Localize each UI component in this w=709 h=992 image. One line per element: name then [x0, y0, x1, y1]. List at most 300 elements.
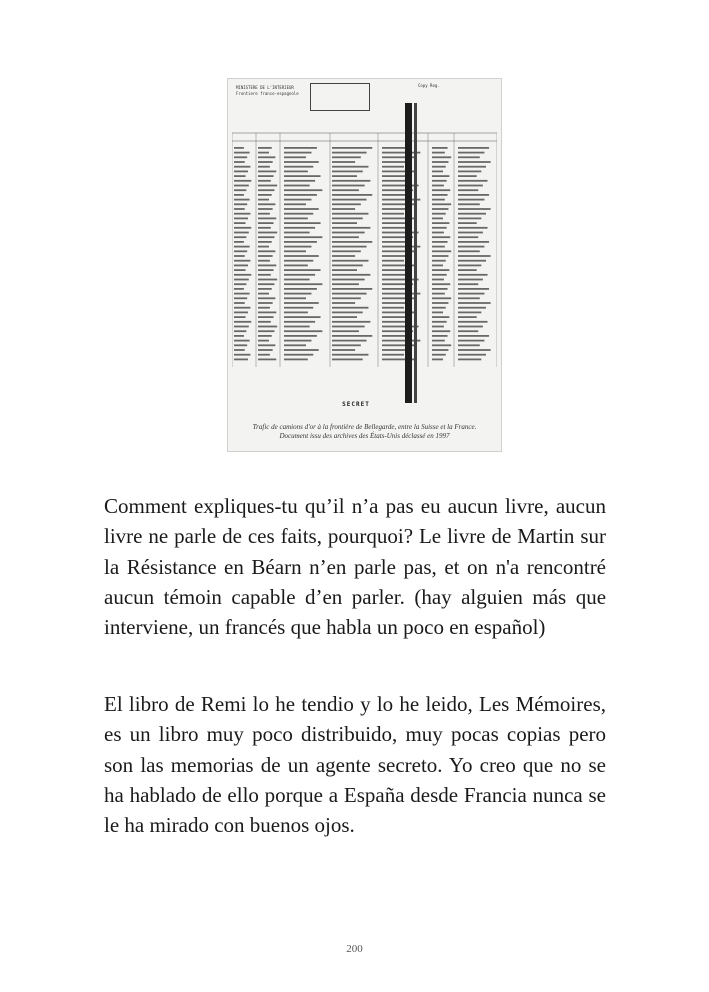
ledger-entry — [234, 330, 246, 332]
ledger-entry — [432, 218, 443, 220]
ledger-entry — [458, 326, 483, 328]
ledger-entry — [234, 359, 248, 361]
ledger-entry — [258, 250, 275, 252]
paragraph-line: a España desde Francia nunca se le ha mirado con — [104, 782, 607, 838]
ledger-entry — [234, 250, 247, 252]
ledger-entry — [432, 194, 448, 196]
ledger-entry — [332, 218, 363, 220]
paragraph-line: buenos ojos. — [249, 813, 355, 838]
ledger-entry — [258, 147, 272, 149]
ledger-entry — [332, 189, 359, 191]
ledger-entry — [432, 330, 450, 332]
ledger-entry — [258, 307, 270, 309]
ledger-entry — [284, 180, 315, 182]
ledger-entry — [284, 265, 308, 267]
ledger-table — [232, 127, 497, 375]
ledger-entry — [284, 330, 322, 332]
ledger-entry — [234, 335, 244, 337]
ledger-entry — [458, 185, 483, 187]
ledger-entry — [234, 293, 250, 295]
ledger-entry — [458, 147, 489, 149]
ledger-entry — [382, 227, 406, 229]
ledger-entry — [258, 326, 277, 328]
ledger-entry — [234, 199, 250, 201]
ledger-entry — [332, 335, 372, 337]
ledger-entry — [332, 255, 355, 257]
ledger-entry — [234, 166, 250, 168]
paragraph-line: Mémoires, es un libro muy poco distribuido, muy — [104, 692, 606, 747]
ledger-entry — [432, 321, 447, 323]
ledger-entry — [234, 302, 245, 304]
ledger-entry — [258, 222, 274, 224]
ledger-entry — [432, 255, 448, 257]
ledger-entry — [458, 255, 491, 257]
ledger-entry — [284, 185, 310, 187]
ledger-entry — [432, 180, 447, 182]
ledger-entry — [234, 152, 250, 154]
paragraph-line: Comment expliques-tu qu’il n’a pas eu aucun livre, — [104, 494, 549, 518]
ledger-entry — [234, 161, 245, 163]
ledger-entry — [432, 232, 444, 234]
ledger-entry — [284, 255, 319, 257]
ledger-entry — [432, 293, 445, 295]
ledger-entry — [332, 236, 359, 238]
ledger-entry — [432, 340, 445, 342]
ledger-entry — [432, 166, 446, 168]
ledger-entry — [258, 297, 275, 299]
ledger-entry — [258, 189, 274, 191]
ledger-entry — [458, 316, 477, 318]
ledger-entry — [234, 232, 249, 234]
paragraph-line: un poco en español) — [376, 615, 546, 640]
ledger-entry — [234, 321, 251, 323]
ledger-entry — [258, 274, 271, 276]
ledger-entry — [458, 297, 480, 299]
ledger-entry — [432, 203, 451, 205]
ledger-entry — [382, 213, 404, 215]
ledger-entry — [284, 175, 321, 177]
ledger-entry — [258, 288, 272, 290]
ledger-entry — [382, 260, 404, 262]
archive-document-image — [227, 78, 502, 452]
ledger-entry — [258, 166, 270, 168]
ledger-entry — [458, 288, 489, 290]
ledger-entry — [432, 161, 448, 163]
paragraph-line: secreto. Yo creo que no se ha hablado de ello porque — [104, 752, 607, 807]
ledger-entry — [432, 283, 450, 285]
ledger-entry — [432, 269, 449, 271]
ledger-entry — [234, 171, 248, 173]
ledger-entry — [234, 236, 246, 238]
paragraph — [104, 689, 606, 840]
ledger-entry — [332, 194, 372, 196]
ledger-entry — [432, 274, 447, 276]
ledger-entry — [382, 147, 408, 149]
ledger-entry — [382, 166, 404, 168]
ledger-entry — [284, 208, 319, 210]
ledger-entry — [382, 241, 408, 243]
ledger-entry — [284, 222, 321, 224]
ledger-entry — [284, 189, 322, 191]
ledger-entry — [234, 255, 245, 257]
ledger-entry — [234, 312, 248, 314]
paragraph-line: aucun livre ne parle de ces faits, pourquoi? Le livre — [104, 494, 607, 549]
paragraph — [104, 491, 606, 642]
ledger-entry — [432, 316, 449, 318]
document-header-line: Frontiere franco-espagnole — [236, 91, 299, 96]
ledger-entry — [284, 344, 306, 346]
ledger-entry — [234, 274, 251, 276]
ledger-entry — [332, 307, 368, 309]
ledger-entry — [258, 344, 275, 346]
ledger-entry — [284, 260, 313, 262]
ledger-entry — [332, 269, 357, 271]
ledger-entry — [332, 213, 368, 215]
ledger-entry — [332, 250, 361, 252]
ledger-entry — [234, 344, 247, 346]
ledger-entry — [258, 316, 274, 318]
ledger-entry — [258, 330, 274, 332]
ledger-entry — [458, 161, 491, 163]
ledger-entry — [234, 246, 250, 248]
ledger-entry — [258, 312, 276, 314]
ledger-entry — [432, 156, 451, 158]
ledger-entry — [332, 265, 363, 267]
ledger-entry — [332, 297, 361, 299]
ledger-entry — [332, 274, 370, 276]
ledger-entry — [458, 236, 478, 238]
ledger-entry — [458, 274, 488, 276]
ledger-entry — [258, 335, 272, 337]
ledger-entry — [284, 312, 308, 314]
ledger-entry — [234, 297, 247, 299]
ledger-entry — [258, 175, 274, 177]
ledger-entry — [258, 255, 273, 257]
ledger-entry — [458, 269, 477, 271]
ledger-entry — [258, 232, 277, 234]
ledger-entry — [432, 288, 448, 290]
ledger-entry — [382, 354, 404, 356]
ledger-entry — [432, 208, 448, 210]
ledger-entry — [458, 222, 477, 224]
ledger-entry — [432, 236, 450, 238]
ledger-entry — [432, 250, 451, 252]
ledger-entry — [458, 344, 480, 346]
ledger-entry — [382, 335, 408, 337]
ledger-entry — [258, 236, 274, 238]
ledger-entry — [458, 166, 486, 168]
ledger-entry — [332, 349, 355, 351]
ledger-entry — [458, 218, 481, 220]
ledger-entry — [284, 166, 313, 168]
page-number: 200 — [346, 943, 363, 955]
ledger-entry — [258, 156, 275, 158]
ledger-entry — [258, 269, 274, 271]
ledger-entry — [234, 265, 248, 267]
ledger-entry — [458, 171, 481, 173]
ledger-entry — [458, 349, 491, 351]
ledger-entry — [234, 189, 246, 191]
ledger-entry — [458, 354, 486, 356]
ledger-entry — [432, 297, 451, 299]
ledger-entry — [458, 307, 486, 309]
ledger-entry — [458, 152, 484, 154]
paragraph-line: de Martin sur la Résistance en Béarn n’en parle pas, — [104, 524, 607, 579]
ledger-entry — [284, 147, 317, 149]
ledger-entry — [332, 359, 363, 361]
ledger-entry — [432, 359, 443, 361]
ledger-entry — [284, 307, 313, 309]
ledger-entry — [234, 279, 249, 281]
ledger-entry — [382, 274, 406, 276]
ledger-entry — [234, 340, 250, 342]
ledger-entry — [234, 194, 244, 196]
ledger-entry — [284, 227, 315, 229]
ledger-entry — [234, 185, 249, 187]
ledger-entry — [234, 147, 244, 149]
ledger-entry — [332, 302, 355, 304]
ledger-entry — [258, 279, 277, 281]
ledger-entry — [458, 194, 489, 196]
ledger-entry — [284, 321, 315, 323]
ledger-entry — [432, 147, 448, 149]
ledger-entry — [332, 344, 361, 346]
ledger-entry — [234, 222, 246, 224]
ledger-entry — [458, 279, 483, 281]
ledger-entry — [234, 316, 246, 318]
ledger-entry — [432, 260, 446, 262]
ledger-entry — [382, 194, 408, 196]
ledger-entry — [458, 265, 481, 267]
ledger-entry — [284, 171, 308, 173]
ledger-entry — [284, 232, 310, 234]
ledger-entry — [284, 152, 311, 154]
ledger-entry — [332, 180, 370, 182]
ledger-entry — [284, 340, 311, 342]
ledger-entry — [284, 156, 306, 158]
ledger-entry — [284, 283, 322, 285]
ledger-entry — [234, 156, 247, 158]
figure-caption-line: Document issu des archives des États-Unis déclassé en 1997 — [279, 432, 450, 440]
ledger-entry — [382, 307, 404, 309]
ledger-entry — [432, 335, 448, 337]
ledger-entry — [432, 326, 444, 328]
ledger-entry — [332, 227, 370, 229]
ledger-entry — [284, 354, 313, 356]
ledger-entry — [332, 293, 367, 295]
ledger-entry — [332, 321, 370, 323]
ledger-entry — [432, 246, 445, 248]
document-header-line: MINISTERE DE L'INTERIEUR — [236, 85, 294, 90]
ledger-entry — [332, 175, 357, 177]
ledger-entry — [234, 227, 251, 229]
ledger-entry — [432, 185, 444, 187]
ledger-entry — [332, 185, 365, 187]
ledger-entry — [458, 293, 484, 295]
ledger-entry — [258, 321, 271, 323]
ledger-entry — [332, 316, 357, 318]
ledger-entry — [284, 199, 311, 201]
ledger-entry — [284, 293, 311, 295]
ledger-entry — [258, 203, 275, 205]
ledger-entry — [432, 265, 443, 267]
ledger-entry — [432, 152, 445, 154]
ledger-entry — [458, 321, 488, 323]
ledger-entry — [284, 274, 315, 276]
ledger-entry — [432, 189, 450, 191]
ledger-entry — [458, 260, 486, 262]
ledger-entry — [284, 279, 310, 281]
ledger-entry — [234, 213, 250, 215]
figure-caption — [238, 423, 491, 441]
ledger-entry — [284, 316, 321, 318]
ledger-entry — [332, 203, 361, 205]
ledger-entry — [332, 312, 363, 314]
ledger-entry — [284, 213, 313, 215]
ledger-entry — [332, 199, 367, 201]
ledger-entry — [234, 218, 248, 220]
ledger-entry — [432, 199, 445, 201]
ledger-entry — [234, 180, 251, 182]
ledger-entry — [458, 302, 491, 304]
ledger-entry — [458, 208, 491, 210]
ledger-entry — [432, 307, 446, 309]
ledger-entry — [284, 236, 322, 238]
ledger-entry — [234, 326, 249, 328]
ledger-entry — [432, 349, 448, 351]
ledger-entry — [284, 218, 308, 220]
ledger-entry — [258, 161, 273, 163]
ledger-entry — [458, 246, 484, 248]
ledger-entry — [458, 175, 477, 177]
ledger-entry — [234, 269, 246, 271]
ledger-entry — [458, 359, 481, 361]
paragraph-line: et on n'a rencontré aucun témoin capable d’en parler. — [104, 554, 607, 609]
ledger-entry — [258, 283, 274, 285]
ledger-entry — [258, 180, 271, 182]
ledger-entry — [258, 260, 270, 262]
ledger-entry — [234, 307, 250, 309]
ledger-entry — [458, 283, 478, 285]
ledger-entry — [332, 166, 368, 168]
ledger-entry — [332, 246, 367, 248]
ledger-entry — [284, 288, 317, 290]
ledger-entry — [332, 326, 365, 328]
ledger-entry — [258, 218, 276, 220]
ledger-entry — [458, 203, 480, 205]
ledger-entry — [258, 302, 273, 304]
ledger-entry — [284, 335, 317, 337]
ledger-entry — [332, 354, 368, 356]
paragraph-line: pocas copias pero son las memorias de un agente — [104, 722, 607, 777]
ledger-entry — [258, 241, 272, 243]
ledger-entry — [284, 297, 306, 299]
ledger-entry — [258, 152, 269, 154]
ledger-entry — [432, 312, 443, 314]
ledger-entry — [258, 213, 270, 215]
ledger-entry — [332, 152, 367, 154]
ledger-entry — [258, 359, 276, 361]
ledger-entry — [458, 199, 484, 201]
ledger-entry — [332, 161, 355, 163]
ledger-entry — [234, 208, 245, 210]
ledger-entry — [284, 203, 306, 205]
ledger-entry — [432, 171, 443, 173]
ledger-entry — [458, 340, 484, 342]
ledger-entry — [284, 194, 317, 196]
figure-caption-line: Trafic de camions d'or à la frontière de Bellegarde, entre la Suisse et la France. — [252, 423, 477, 431]
ledger-entry — [458, 213, 486, 215]
ledger-entry — [332, 222, 357, 224]
ledger-entry — [258, 199, 269, 201]
ledger-entry — [258, 265, 276, 267]
ledger-entry — [234, 241, 244, 243]
ledger-entry — [458, 156, 480, 158]
ledger-entry — [332, 279, 365, 281]
ledger-entry — [332, 260, 368, 262]
ledger-entry — [332, 232, 365, 234]
ledger-entry — [332, 241, 372, 243]
ledger-entry — [432, 175, 449, 177]
ledger-entry — [284, 302, 319, 304]
ledger-entry — [382, 288, 408, 290]
ledger-entry — [234, 260, 250, 262]
ledger-entry — [332, 171, 363, 173]
ledger-entry — [332, 208, 355, 210]
ledger-entry — [258, 293, 269, 295]
ledger-entry — [284, 269, 321, 271]
ledger-entry — [234, 349, 245, 351]
paragraph-line: El libro de Remi lo he tendio y lo he leido, Les — [104, 692, 510, 716]
ledger-entry — [458, 241, 489, 243]
document-header-right: Copy Reg. — [418, 83, 440, 88]
ledger-entry — [234, 175, 246, 177]
ledger-entry — [284, 326, 310, 328]
ledger-entry — [332, 147, 372, 149]
ledger-entry — [284, 161, 319, 163]
ledger-entry — [332, 330, 359, 332]
ledger-entry — [258, 208, 273, 210]
paragraph-line: (hay alguien más que interviene, un francés que habla — [104, 584, 607, 640]
ledger-entry — [258, 227, 271, 229]
ledger-entry — [284, 359, 308, 361]
binding-shadow — [414, 103, 417, 403]
ledger-entry — [432, 213, 446, 215]
ledger-entry — [258, 185, 277, 187]
ledger-entry — [458, 330, 478, 332]
ledger-entry — [258, 340, 269, 342]
ledger-entry — [432, 222, 449, 224]
ledger-entry — [432, 227, 447, 229]
ledger-entry — [432, 354, 446, 356]
ledger-entry — [284, 250, 306, 252]
ledger-entry — [234, 288, 244, 290]
ledger-entry — [382, 180, 406, 182]
ledger-entry — [432, 344, 451, 346]
ledger-entry — [234, 283, 246, 285]
document-stamp-box — [310, 83, 370, 111]
ledger-entry — [284, 246, 311, 248]
ledger-entry — [432, 279, 444, 281]
ledger-entry — [332, 288, 372, 290]
ledger-entry — [432, 241, 448, 243]
ledger-entry — [382, 321, 406, 323]
ledger-entry — [332, 340, 367, 342]
ledger-entry — [234, 203, 247, 205]
ledger-entry — [284, 349, 319, 351]
ledger-entry — [458, 180, 488, 182]
ledger-entry — [432, 302, 448, 304]
